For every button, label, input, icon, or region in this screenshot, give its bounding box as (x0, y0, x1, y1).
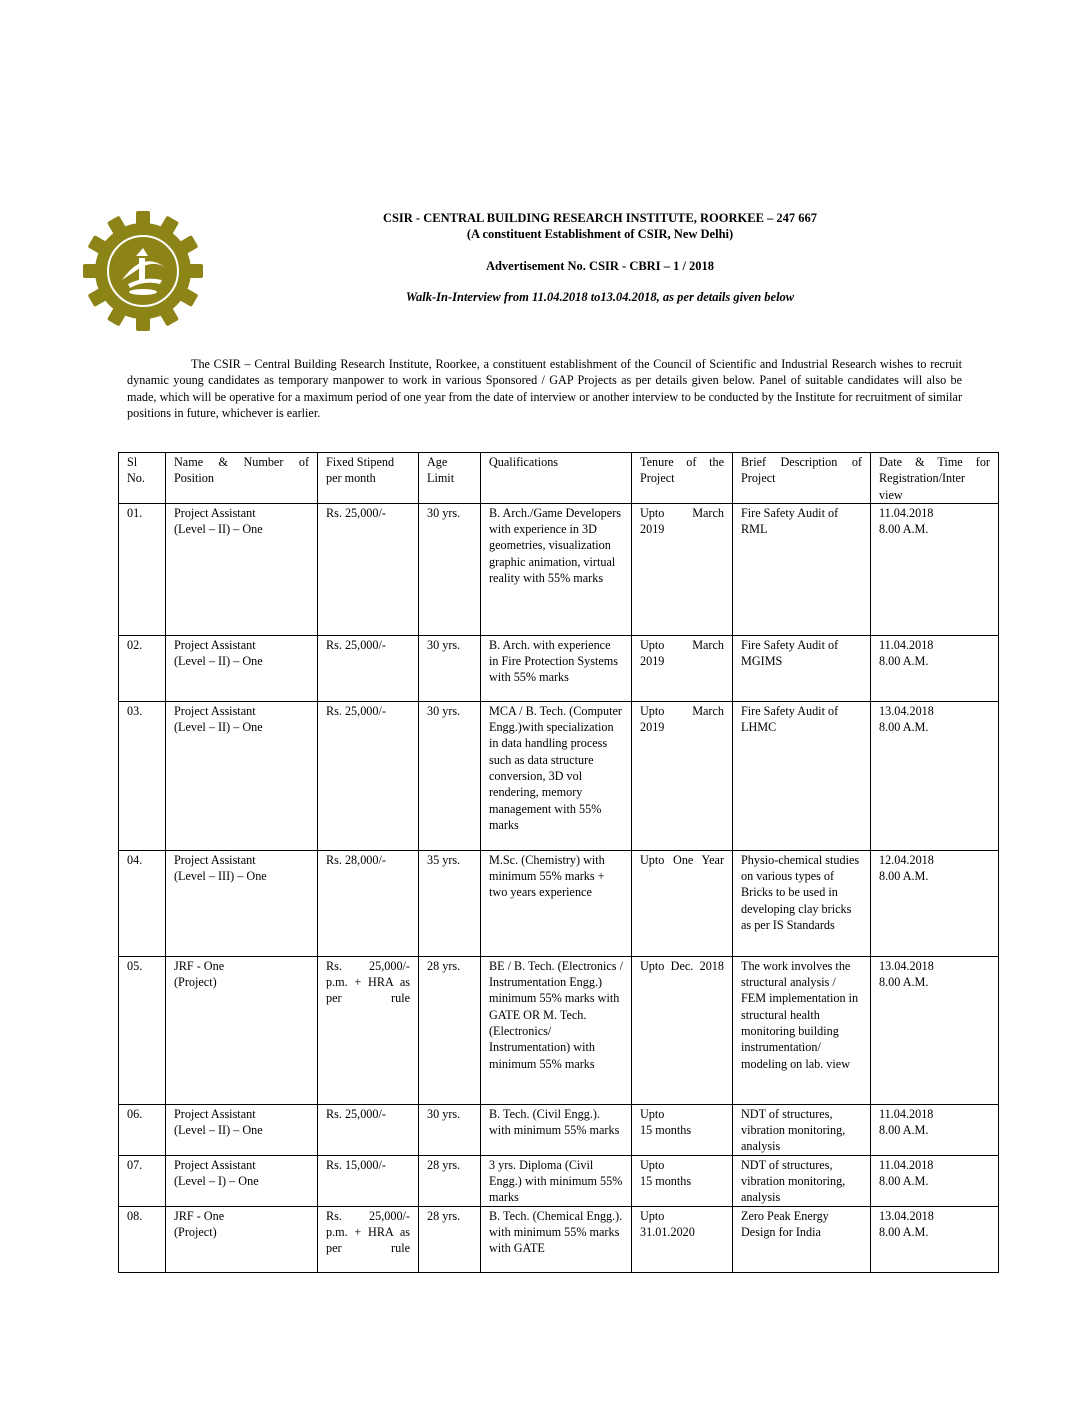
cell-date: 12.04.2018 8.00 A.M. (871, 850, 999, 956)
cell-position: Project Assistant (Level – I) – One (166, 1155, 318, 1206)
cell-qualifications: B. Tech. (Civil Engg.). with minimum 55% marks (481, 1104, 632, 1155)
cell-qualifications: B. Tech. (Chemical Engg.). with minimum 55% marks with GATE (481, 1206, 632, 1272)
cell-age: 30 yrs. (419, 701, 481, 850)
cell-age: 30 yrs. (419, 635, 481, 701)
header-date-time: Date & Time for Registration/Inter view (871, 453, 999, 504)
cell-tenure: Upto March 2019 (632, 701, 733, 850)
cell-description: Fire Safety Audit of MGIMS (733, 635, 871, 701)
cell-sl: 05. (119, 956, 166, 1104)
cell-stipend: Rs. 15,000/- (318, 1155, 419, 1206)
cell-date: 13.04.2018 8.00 A.M. (871, 956, 999, 1104)
cell-tenure: Upto March 2019 (632, 635, 733, 701)
cell-sl: 06. (119, 1104, 166, 1155)
header-qualifications: Qualifications (481, 453, 632, 504)
header-sl: Sl No. (119, 453, 166, 504)
cell-qualifications: M.Sc. (Chemistry) with minimum 55% marks + two years experience (481, 850, 632, 956)
cell-stipend: Rs. 25,000/- (318, 635, 419, 701)
cell-age: 35 yrs. (419, 850, 481, 956)
cell-description: Fire Safety Audit of LHMC (733, 701, 871, 850)
walk-in-interview-line: Walk-In-Interview from 11.04.2018 to13.04.2018, as per details given below (405, 290, 795, 304)
cell-sl: 07. (119, 1155, 166, 1206)
cell-description: NDT of structures, vibration monitoring, analysis (733, 1155, 871, 1206)
positions-table (118, 452, 999, 1273)
table-row (119, 701, 999, 850)
cell-age: 30 yrs. (419, 1104, 481, 1155)
cell-age: 28 yrs. (419, 1155, 481, 1206)
header-name: Name & Number of Position (166, 453, 318, 504)
csir-logo (82, 210, 204, 332)
cell-sl: 03. (119, 701, 166, 850)
cell-stipend: Rs. 25,000/- p.m. + HRA as per rule (318, 956, 419, 1104)
table-row (119, 503, 999, 635)
table-row (119, 1104, 999, 1155)
cell-position: Project Assistant (Level – II) – One (166, 635, 318, 701)
cell-age: 28 yrs. (419, 1206, 481, 1272)
cell-date: 13.04.2018 8.00 A.M. (871, 1206, 999, 1272)
cell-position: Project Assistant (Level – II) – One (166, 701, 318, 850)
cell-date: 13.04.2018 8.00 A.M. (871, 701, 999, 850)
cell-qualifications: 3 yrs. Diploma (Civil Engg.) with minimum 55% marks (481, 1155, 632, 1206)
cell-position: Project Assistant (Level – III) – One (166, 850, 318, 956)
cell-description: Zero Peak Energy Design for India (733, 1206, 871, 1272)
cell-tenure: Upto 15 months (632, 1104, 733, 1155)
header-tenure: Tenure of the Project (632, 453, 733, 504)
table-row (119, 850, 999, 956)
cell-date: 11.04.2018 8.00 A.M. (871, 503, 999, 635)
cell-tenure: Upto 15 months (632, 1155, 733, 1206)
cell-sl: 08. (119, 1206, 166, 1272)
cell-sl: 01. (119, 503, 166, 635)
cell-tenure: Upto March 2019 (632, 503, 733, 635)
table-row (119, 1155, 999, 1206)
cell-description: The work involves the structural analysis / FEM implementation in structural health monitoring building instrumentation/ modeling on lab. view (733, 956, 871, 1104)
cell-stipend: Rs. 25,000/- (318, 701, 419, 850)
cell-date: 11.04.2018 8.00 A.M. (871, 635, 999, 701)
header-stipend: Fixed Stipend per month (318, 453, 419, 504)
table-row (119, 635, 999, 701)
cell-description: NDT of structures, vibration monitoring, analysis (733, 1104, 871, 1155)
cell-description: Physio-chemical studies on various types of Bricks to be used in developing clay bricks as per IS Standards (733, 850, 871, 956)
intro-text: The CSIR – Central Building Research Institute, Roorkee, a constituent establishment of the Council of Scientific and Industrial Research wishes to recruit dynamic young candidates as temporary manpower to work in various Sponsored / GAP Projects as per details given below. Panel of suitable candidates will also be made, which will be operative for a maximum period of one year from the date of interview or another interview to be conducted by the Institute for recruitment of similar positions in future, whichever is earlier. (127, 357, 962, 420)
advertisement-number: Advertisement No. CSIR - CBRI – 1 / 2018 (485, 259, 715, 273)
cell-sl: 04. (119, 850, 166, 956)
cell-stipend: Rs. 28,000/- (318, 850, 419, 956)
cell-stipend: Rs. 25,000/- p.m. + HRA as per rule (318, 1206, 419, 1272)
cell-qualifications: MCA / B. Tech. (Computer Engg.)with specialization in data handling process such as data structure conversion, 3D vol rendering, memory management with 55% marks (481, 701, 632, 850)
cell-date: 11.04.2018 8.00 A.M. (871, 1104, 999, 1155)
cell-sl: 02. (119, 635, 166, 701)
cell-tenure: Upto 31.01.2020 (632, 1206, 733, 1272)
cell-age: 28 yrs. (419, 956, 481, 1104)
cell-position: JRF - One (Project) (166, 1206, 318, 1272)
cell-description: Fire Safety Audit of RML (733, 503, 871, 635)
intro-paragraph (127, 356, 962, 421)
cell-stipend: Rs. 25,000/- (318, 503, 419, 635)
institute-title: CSIR - CENTRAL BUILDING RESEARCH INSTITUTE, ROORKEE – 247 667 (382, 211, 818, 225)
institute-subtitle: (A constituent Establishment of CSIR, New Delhi) (466, 227, 734, 241)
cell-qualifications: BE / B. Tech. (Electronics / Instrumentation Engg.) minimum 55% marks with GATE OR M. Tech. (Electronics/ Instrumentation) with minimum 55% marks (481, 956, 632, 1104)
cell-qualifications: B. Arch. with experience in Fire Protection Systems with 55% marks (481, 635, 632, 701)
cell-qualifications: B. Arch./Game Developers with experience in 3D geometries, visualization graphic animation, virtual reality with 55% marks (481, 503, 632, 635)
cell-position: JRF - One (Project) (166, 956, 318, 1104)
table-header-row (119, 453, 999, 504)
cell-stipend: Rs. 25,000/- (318, 1104, 419, 1155)
cell-position: Project Assistant (Level – II) – One (166, 503, 318, 635)
cell-tenure: Upto One Year (632, 850, 733, 956)
table-row (119, 956, 999, 1104)
cell-tenure: Upto Dec. 2018 (632, 956, 733, 1104)
cell-position: Project Assistant (Level – II) – One (166, 1104, 318, 1155)
cell-date: 11.04.2018 8.00 A.M. (871, 1155, 999, 1206)
table-row (119, 1206, 999, 1272)
cell-age: 30 yrs. (419, 503, 481, 635)
header-description: Brief Description of Project (733, 453, 871, 504)
header-age: Age Limit (419, 453, 481, 504)
